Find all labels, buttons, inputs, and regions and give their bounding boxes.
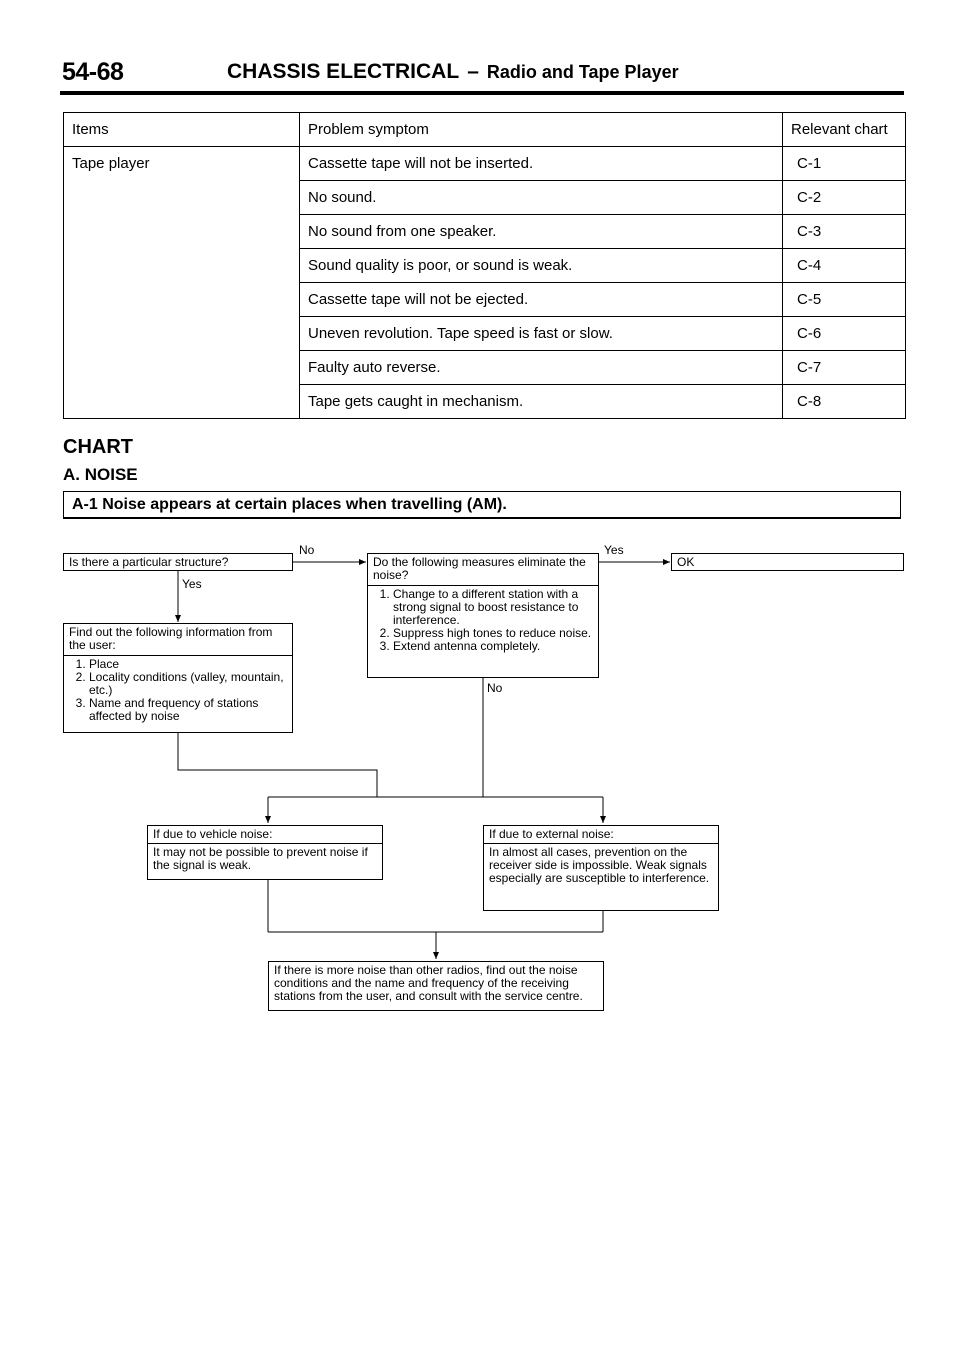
line-find-down	[178, 733, 377, 797]
header-items: Items	[64, 113, 300, 147]
vehicle-noise-text: It may not be possible to prevent noise if the signal is weak.	[148, 843, 382, 874]
list-item: 3. Name and frequency of stations affected by noise	[89, 697, 287, 723]
item-tape-player: Tape player	[64, 147, 300, 419]
list-item: 1. Change to a different station with a strong signal to boost resistance to interference.	[393, 588, 593, 627]
external-noise-box	[483, 825, 719, 911]
find-info-box	[63, 623, 293, 733]
label-yes-measures: Yes	[604, 543, 624, 557]
question-structure-text: Is there a particular structure?	[69, 555, 229, 569]
symptom-cell: Tape gets caught in mechanism.	[300, 385, 783, 419]
label-yes-structure: Yes	[182, 577, 202, 591]
symptom-cell: Uneven revolution. Tape speed is fast or slow.	[300, 317, 783, 351]
ok-box	[671, 553, 904, 571]
chart-heading: CHART	[63, 436, 133, 458]
chart-cell: C-6	[783, 317, 906, 351]
ok-text: OK	[677, 555, 695, 569]
symptom-cell: No sound from one speaker.	[300, 215, 783, 249]
final-advice-box	[268, 961, 604, 1011]
list-item: 3. Extend antenna completely.	[393, 640, 593, 653]
external-noise-text: In almost all cases, prevention on the receiver side is impossible. Weak signals especially are susceptible to interference.	[484, 843, 718, 887]
symptom-cell: Cassette tape will not be ejected.	[300, 283, 783, 317]
symptom-cell: Sound quality is poor, or sound is weak.	[300, 249, 783, 283]
question-measures-title: Do the following measures eliminate the noise?	[373, 555, 586, 582]
question-measures-box	[367, 553, 599, 678]
final-advice-text: If there is more noise than other radios, find out the noise conditions and the name and frequency of the receiving stations from the user, and consult with the service centre.	[274, 963, 583, 1003]
question-structure-box	[63, 553, 293, 571]
page-number: 54-68	[62, 58, 124, 86]
chart-cell: C-7	[783, 351, 906, 385]
symptom-cell: Cassette tape will not be inserted.	[300, 147, 783, 181]
list-item: 2. Suppress high tones to reduce noise.	[393, 627, 593, 640]
chart-cell: C-1	[783, 147, 906, 181]
chart-cell: C-4	[783, 249, 906, 283]
section-name: CHASSIS ELECTRICAL	[227, 60, 460, 83]
find-info-title: Find out the following information from the user:	[69, 625, 273, 652]
header-chart: Relevant chart	[783, 113, 906, 147]
subsection-name: Radio and Tape Player	[486, 62, 679, 82]
list-item: 1. Place	[89, 658, 287, 671]
noise-heading: A. NOISE	[63, 465, 138, 484]
chart-cell: C-8	[783, 385, 906, 419]
vehicle-noise-box	[147, 825, 383, 880]
find-info-list	[64, 655, 292, 725]
symptom-cell: Faulty auto reverse.	[300, 351, 783, 385]
header-symptom: Problem symptom	[300, 113, 783, 147]
external-noise-title: If due to external noise:	[489, 827, 614, 841]
list-item: 2. Locality conditions (valley, mountain, etc.)	[89, 671, 287, 697]
chart-cell: C-2	[783, 181, 906, 215]
title-separator: –	[467, 60, 479, 83]
label-no-measures: No	[487, 681, 503, 695]
measures-list	[368, 585, 598, 655]
chart-cell: C-5	[783, 283, 906, 317]
subsection-title: A-1 Noise appears at certain places when travelling (AM).	[63, 491, 901, 519]
chart-cell: C-3	[783, 215, 906, 249]
vehicle-noise-title: If due to vehicle noise:	[153, 827, 273, 841]
label-no-structure: No	[299, 543, 315, 557]
symptom-cell: No sound.	[300, 181, 783, 215]
